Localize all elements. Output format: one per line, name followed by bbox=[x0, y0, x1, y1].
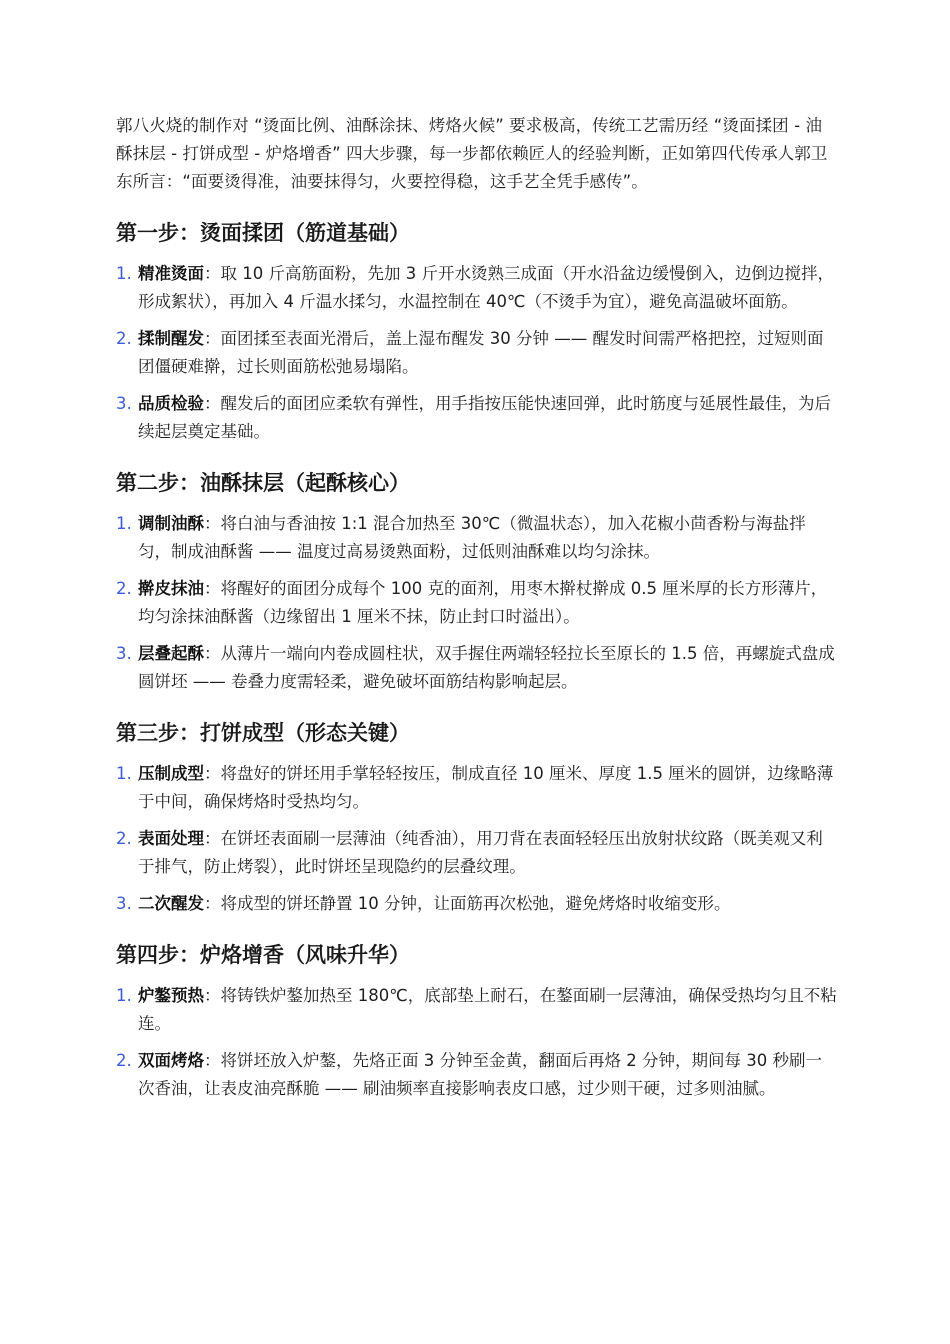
section-title-step4: 第四步：炉烙增香（风味升华） bbox=[116, 943, 410, 967]
list-term: 擀皮抹油 bbox=[138, 579, 204, 598]
list-item bbox=[116, 982, 838, 1038]
list-number: 3. bbox=[116, 394, 132, 413]
list-item bbox=[116, 325, 838, 381]
list-text: ：取 10 斤高筋面粉，先加 3 斤开水烫熟三成面（开水沿盆边缓慢倒入，边倒边搅拌，形成絮状），再加入 4 斤温水揉匀，水温控制在 40℃（不烫手为宜），避免高温破坏面筋。 bbox=[138, 264, 834, 311]
step1-list bbox=[116, 260, 838, 446]
list-number: 1. bbox=[116, 264, 132, 283]
list-term: 炉鏊预热 bbox=[138, 986, 204, 1005]
list-number: 2. bbox=[116, 579, 132, 598]
list-text: ：将成型的饼坯静置 10 分钟，让面筋再次松弛，避免烤烙时收缩变形。 bbox=[204, 894, 731, 913]
list-term: 层叠起酥 bbox=[138, 644, 204, 663]
list-item bbox=[116, 890, 838, 918]
list-item bbox=[116, 510, 838, 566]
list-item bbox=[116, 640, 838, 696]
list-text: ：将饼坯放入炉鏊，先烙正面 3 分钟至金黄，翻面后再烙 2 分钟，期间每 30 秒刷一次香油，让表皮油亮酥脆 —— 刷油频率直接影响表皮口感，过少则干硬，过多则油腻。 bbox=[138, 1051, 822, 1098]
list-term: 调制油酥 bbox=[138, 514, 204, 533]
list-number: 3. bbox=[116, 894, 132, 913]
list-text: ：将醒好的面团分成每个 100 克的面剂，用枣木擀杖擀成 0.5 厘米厚的长方形薄片，均匀涂抹油酥酱（边缘留出 1 厘米不抹，防止封口时溢出）。 bbox=[138, 579, 828, 626]
intro-paragraph: 郭八火烧的制作对 “烫面比例、油酥涂抹、烤烙火候” 要求极高，传统工艺需历经 “烫面揉团 - 油酥抹层 - 打饼成型 - 炉烙增香” 四大步骤，每一步都依赖匠人的经验判断，正如第四代传承人郭卫东所言：“面要烫得准，油要抹得匀，火要控得稳，这手艺全凭手感传”。 bbox=[116, 116, 828, 191]
section-title-step3: 第三步：打饼成型（形态关键） bbox=[116, 721, 410, 745]
list-text: ：将铸铁炉鏊加热至 180℃，底部垫上耐石，在鏊面刷一层薄油，确保受热均匀且不粘连。 bbox=[138, 986, 837, 1033]
list-item bbox=[116, 1047, 838, 1103]
list-text: ：在饼坯表面刷一层薄油（纯香油），用刀背在表面轻轻压出放射状纹路（既美观又利于排气，防止烤裂），此时饼坯呈现隐约的层叠纹理。 bbox=[138, 829, 823, 876]
list-text: ：将白油与香油按 1:1 混合加热至 30℃（微温状态），加入花椒小茴香粉与海盐拌匀，制成油酥酱 —— 温度过高易烫熟面粉，过低则油酥难以均匀涂抹。 bbox=[138, 514, 806, 561]
list-term: 双面烤烙 bbox=[138, 1051, 204, 1070]
list-number: 1. bbox=[116, 764, 132, 783]
list-term: 表面处理 bbox=[138, 829, 204, 848]
step2-list bbox=[116, 510, 838, 696]
list-item bbox=[116, 390, 838, 446]
list-term: 精准烫面 bbox=[138, 264, 204, 283]
document-body bbox=[116, 112, 838, 1125]
list-term: 压制成型 bbox=[138, 764, 204, 783]
list-number: 2. bbox=[116, 329, 132, 348]
list-term: 品质检验 bbox=[138, 394, 204, 413]
list-number: 2. bbox=[116, 829, 132, 848]
list-item bbox=[116, 260, 838, 316]
list-number: 3. bbox=[116, 644, 132, 663]
list-text: ：从薄片一端向内卷成圆柱状，双手握住两端轻轻拉长至原长的 1.5 倍，再螺旋式盘成圆饼坯 —— 卷叠力度需轻柔，避免破坏面筋结构影响起层。 bbox=[138, 644, 835, 691]
list-number: 1. bbox=[116, 986, 132, 1005]
list-term: 二次醒发 bbox=[138, 894, 204, 913]
list-item bbox=[116, 575, 838, 631]
list-term: 揉制醒发 bbox=[138, 329, 204, 348]
step4-list bbox=[116, 982, 838, 1103]
section-title-step1: 第一步：烫面揉团（筋道基础） bbox=[116, 221, 410, 245]
list-number: 2. bbox=[116, 1051, 132, 1070]
list-item bbox=[116, 825, 838, 881]
list-number: 1. bbox=[116, 514, 132, 533]
list-item bbox=[116, 760, 838, 816]
list-text: ：面团揉至表面光滑后，盖上湿布醒发 30 分钟 —— 醒发时间需严格把控，过短则面团僵硬难擀，过长则面筋松弛易塌陷。 bbox=[138, 329, 824, 376]
step3-list bbox=[116, 760, 838, 918]
list-text: ：醒发后的面团应柔软有弹性，用手指按压能快速回弹，此时筋度与延展性最佳，为后续起层奠定基础。 bbox=[138, 394, 831, 441]
list-text: ：将盘好的饼坯用手掌轻轻按压，制成直径 10 厘米、厚度 1.5 厘米的圆饼，边缘略薄于中间，确保烤烙时受热均匀。 bbox=[138, 764, 834, 811]
section-title-step2: 第二步：油酥抹层（起酥核心） bbox=[116, 471, 410, 495]
